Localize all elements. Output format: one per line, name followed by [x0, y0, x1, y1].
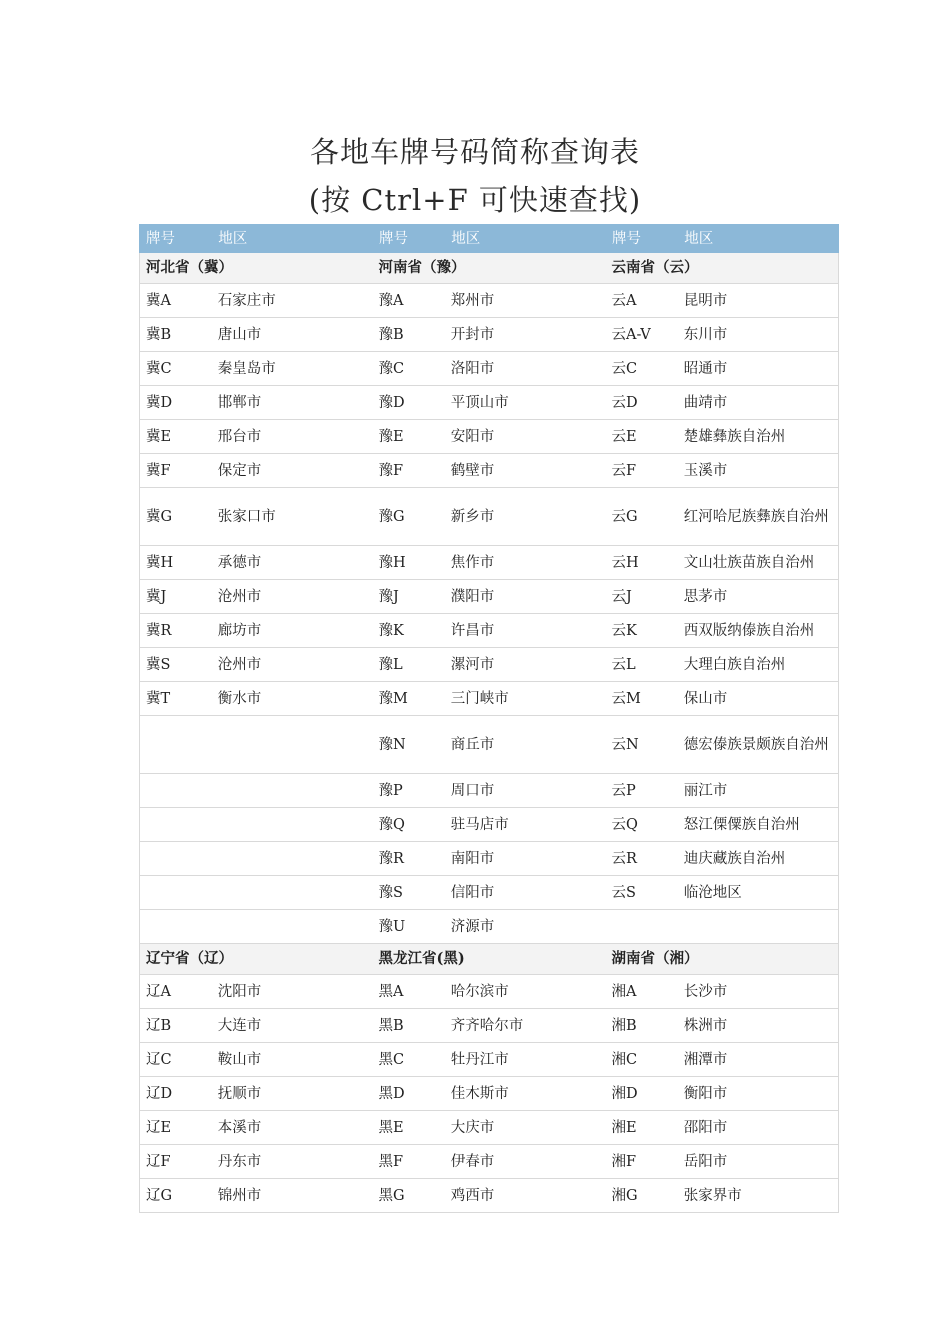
region-cell: 湘潭市	[678, 1043, 839, 1077]
region-cell: 邯郸市	[217, 394, 262, 411]
plate-code-cell: 豫E	[378, 428, 404, 445]
region-cell	[212, 876, 373, 910]
plate-code-cell: 冀R	[140, 614, 212, 648]
region-cell: 大连市	[217, 1017, 262, 1034]
region-cell: 秦皇岛市	[217, 360, 276, 377]
region-cell: 邵阳市	[678, 1111, 839, 1145]
region-cell: 西双版纳傣族自治州	[678, 614, 839, 648]
table-row	[140, 386, 839, 420]
plate-code-cell: 豫D	[378, 394, 405, 411]
plate-code-cell: 豫F	[378, 462, 404, 479]
region-cell: 张家口市	[217, 508, 276, 525]
region-cell: 楚雄彝族自治州	[678, 420, 839, 454]
table-row	[140, 808, 839, 842]
plate-code-cell: 湘E	[611, 1119, 637, 1136]
region-cell: 济源市	[450, 918, 495, 935]
region-cell: 洛阳市	[450, 360, 495, 377]
region-cell: 沈阳市	[217, 983, 262, 1000]
plate-code-cell: 辽G	[140, 1179, 212, 1213]
region-cell: 沧州市	[217, 588, 262, 605]
plate-code-cell: 云A	[611, 292, 637, 309]
plate-code-cell: 冀S	[140, 648, 212, 682]
region-cell: 信阳市	[450, 884, 495, 901]
table-row	[140, 1077, 839, 1111]
province-row	[140, 944, 839, 975]
plate-code-cell	[140, 808, 212, 842]
plate-code-cell: 云G	[611, 508, 638, 525]
region-cell: 南阳市	[450, 850, 495, 867]
table-row	[140, 975, 839, 1009]
region-cell: 郑州市	[450, 292, 495, 309]
plate-code-cell: 冀T	[140, 682, 212, 716]
plate-code-cell: 豫J	[378, 588, 399, 605]
region-cell: 昆明市	[678, 284, 839, 318]
region-cell: 沧州市	[217, 656, 262, 673]
plate-code-cell: 云A-V	[611, 326, 651, 343]
region-cell: 东川市	[678, 318, 839, 352]
table-row	[140, 580, 839, 614]
plate-code-cell: 湘B	[611, 1017, 637, 1034]
table-row	[140, 876, 839, 910]
province-heading: 湖南省（湘）	[605, 944, 838, 975]
plate-code-table	[139, 224, 839, 1213]
region-cell: 驻马店市	[450, 816, 509, 833]
region-cell: 保定市	[217, 462, 262, 479]
region-cell: 三门峡市	[450, 690, 509, 707]
table-row	[140, 284, 839, 318]
plate-code-cell: 豫K	[378, 622, 404, 639]
table-row	[140, 716, 839, 774]
region-cell: 文山壮族苗族自治州	[678, 546, 839, 580]
plate-code-cell: 湘G	[611, 1187, 638, 1204]
plate-code-cell: 冀H	[140, 546, 212, 580]
region-cell: 齐齐哈尔市	[450, 1017, 524, 1034]
table-row	[140, 910, 839, 944]
header-plate-code: 牌号	[372, 225, 444, 253]
table-row	[140, 614, 839, 648]
plate-code-cell: 豫C	[378, 360, 405, 377]
plate-code-cell: 黑F	[378, 1153, 404, 1170]
region-cell	[212, 842, 373, 876]
region-cell: 佳木斯市	[450, 1085, 509, 1102]
page-subtitle: (按 Ctrl+F 可快速查找)	[308, 183, 642, 217]
plate-code-cell: 湘A	[611, 983, 637, 1000]
region-cell: 商丘市	[450, 736, 495, 753]
plate-code-cell: 云M	[611, 690, 641, 707]
region-cell: 临沧地区	[678, 876, 839, 910]
plate-code-cell: 云R	[611, 850, 637, 867]
plate-code-cell: 辽C	[140, 1043, 212, 1077]
region-cell	[212, 808, 373, 842]
plate-code-cell: 黑A	[378, 983, 404, 1000]
plate-code-cell: 辽A	[140, 975, 212, 1009]
region-cell: 唐山市	[217, 326, 262, 343]
region-cell: 大庆市	[450, 1119, 495, 1136]
plate-code-cell: 冀G	[140, 488, 212, 546]
region-cell: 长沙市	[678, 975, 839, 1009]
plate-code-cell: 冀A	[140, 284, 212, 318]
region-cell: 抚顺市	[217, 1085, 262, 1102]
region-cell: 大理白族自治州	[678, 648, 839, 682]
plate-code-cell: 云L	[611, 656, 636, 673]
region-cell: 周口市	[450, 782, 495, 799]
plate-code-cell: 豫P	[378, 782, 403, 799]
table-row	[140, 1009, 839, 1043]
province-heading: 辽宁省（辽）	[140, 944, 373, 975]
plate-code-cell: 豫G	[378, 508, 405, 525]
plate-code-cell	[140, 774, 212, 808]
plate-code-cell: 冀D	[140, 386, 212, 420]
table-row	[140, 1179, 839, 1213]
region-cell: 张家界市	[678, 1179, 839, 1213]
plate-code-cell: 黑B	[378, 1017, 404, 1034]
region-cell: 红河哈尼族彝族自治州	[678, 488, 839, 546]
plate-code-cell: 豫Q	[378, 816, 405, 833]
header-plate-code: 牌号	[140, 225, 212, 253]
header-region: 地区	[445, 225, 606, 253]
plate-code-cell: 云H	[611, 554, 639, 571]
plate-code-cell: 辽F	[140, 1145, 212, 1179]
region-cell: 安阳市	[450, 428, 495, 445]
region-cell: 漯河市	[450, 656, 495, 673]
plate-code-cell: 云E	[611, 428, 637, 445]
region-cell: 玉溪市	[678, 454, 839, 488]
province-heading: 河北省（冀）	[140, 253, 373, 284]
region-cell: 平顶山市	[450, 394, 509, 411]
plate-code-cell: 冀J	[140, 580, 212, 614]
plate-code-cell: 辽B	[140, 1009, 212, 1043]
plate-code-cell	[140, 876, 212, 910]
plate-code-cell: 云Q	[611, 816, 638, 833]
plate-code-cell	[140, 910, 212, 944]
region-cell: 本溪市	[217, 1119, 262, 1136]
plate-code-cell: 黑D	[378, 1085, 405, 1102]
region-cell: 衡阳市	[678, 1077, 839, 1111]
plate-code-cell: 冀F	[140, 454, 212, 488]
plate-code-cell	[140, 842, 212, 876]
table-row	[140, 774, 839, 808]
table-row	[140, 318, 839, 352]
header-plate-code: 牌号	[605, 225, 677, 253]
plate-code-cell: 辽D	[140, 1077, 212, 1111]
region-cell	[212, 716, 373, 774]
province-heading: 云南省（云）	[605, 253, 838, 284]
region-cell	[678, 910, 839, 944]
plate-code-cell: 豫H	[378, 554, 406, 571]
region-cell: 新乡市	[450, 508, 495, 525]
region-cell: 鸡西市	[450, 1187, 495, 1204]
region-cell: 廊坊市	[217, 622, 262, 639]
region-cell: 伊春市	[450, 1153, 495, 1170]
plate-code-cell: 冀C	[140, 352, 212, 386]
region-cell: 焦作市	[450, 554, 495, 571]
region-cell: 濮阳市	[450, 588, 495, 605]
plate-code-cell: 豫S	[378, 884, 403, 901]
region-cell	[212, 910, 373, 944]
plate-code-cell: 豫B	[378, 326, 404, 343]
region-cell: 石家庄市	[217, 292, 276, 309]
plate-code-cell: 云S	[611, 884, 636, 901]
region-cell: 哈尔滨市	[450, 983, 509, 1000]
plate-code-cell: 辽E	[140, 1111, 212, 1145]
region-cell: 怒江傈僳族自治州	[678, 808, 839, 842]
province-row	[140, 253, 839, 284]
plate-code-cell: 冀B	[140, 318, 212, 352]
plate-code-cell: 豫L	[378, 656, 403, 673]
plate-code-cell: 云F	[611, 462, 637, 479]
plate-code-cell: 云D	[611, 394, 638, 411]
table-row	[140, 648, 839, 682]
region-cell: 鞍山市	[217, 1051, 262, 1068]
plate-code-cell: 湘C	[611, 1051, 638, 1068]
region-cell: 思茅市	[678, 580, 839, 614]
region-cell: 许昌市	[450, 622, 495, 639]
table-row	[140, 1111, 839, 1145]
plate-code-cell: 冀E	[140, 420, 212, 454]
plate-code-cell	[140, 716, 212, 774]
region-cell: 牡丹江市	[450, 1051, 509, 1068]
table-row	[140, 420, 839, 454]
region-cell: 迪庆藏族自治州	[678, 842, 839, 876]
region-cell: 德宏傣族景颇族自治州	[678, 716, 839, 774]
plate-code-cell: 湘D	[611, 1085, 638, 1102]
table-row	[140, 546, 839, 580]
region-cell: 丹东市	[217, 1153, 262, 1170]
region-cell: 锦州市	[217, 1187, 262, 1204]
table-row	[140, 1145, 839, 1179]
plate-code-cell: 豫N	[378, 736, 406, 753]
plate-code-cell: 豫R	[378, 850, 404, 867]
region-cell: 开封市	[450, 326, 495, 343]
plate-code-cell: 豫M	[378, 690, 408, 707]
region-cell: 株洲市	[678, 1009, 839, 1043]
region-cell: 衡水市	[217, 690, 262, 707]
province-heading: 黑龙江省(黑)	[372, 944, 605, 975]
table-row	[140, 1043, 839, 1077]
plate-code-cell	[605, 910, 677, 944]
plate-code-cell: 黑G	[378, 1187, 405, 1204]
region-cell: 昭通市	[678, 352, 839, 386]
region-cell: 承德市	[217, 554, 262, 571]
region-cell: 保山市	[678, 682, 839, 716]
region-cell: 鹤壁市	[450, 462, 495, 479]
table-body	[140, 253, 839, 1213]
plate-code-cell: 云K	[611, 622, 637, 639]
table-row	[140, 488, 839, 546]
plate-code-cell: 云N	[611, 736, 639, 753]
table-row	[140, 842, 839, 876]
plate-code-cell: 云C	[611, 360, 638, 377]
plate-code-cell: 豫U	[378, 918, 406, 935]
plate-code-cell: 云P	[611, 782, 636, 799]
header-region: 地区	[212, 225, 373, 253]
region-cell: 丽江市	[678, 774, 839, 808]
table-header-row	[140, 225, 839, 253]
page-title: 各地车牌号码简称查询表	[309, 135, 640, 169]
region-cell	[212, 774, 373, 808]
region-cell: 邢台市	[217, 428, 262, 445]
table-row	[140, 454, 839, 488]
plate-code-cell: 黑E	[378, 1119, 404, 1136]
header-region: 地区	[678, 225, 839, 253]
region-cell: 岳阳市	[678, 1145, 839, 1179]
plate-code-cell: 云J	[611, 588, 632, 605]
plate-code-cell: 湘F	[611, 1153, 637, 1170]
plate-code-cell: 黑C	[378, 1051, 405, 1068]
province-heading: 河南省（豫）	[372, 253, 605, 284]
plate-code-cell: 豫A	[378, 292, 404, 309]
region-cell: 曲靖市	[678, 386, 839, 420]
table-row	[140, 682, 839, 716]
table-row	[140, 352, 839, 386]
